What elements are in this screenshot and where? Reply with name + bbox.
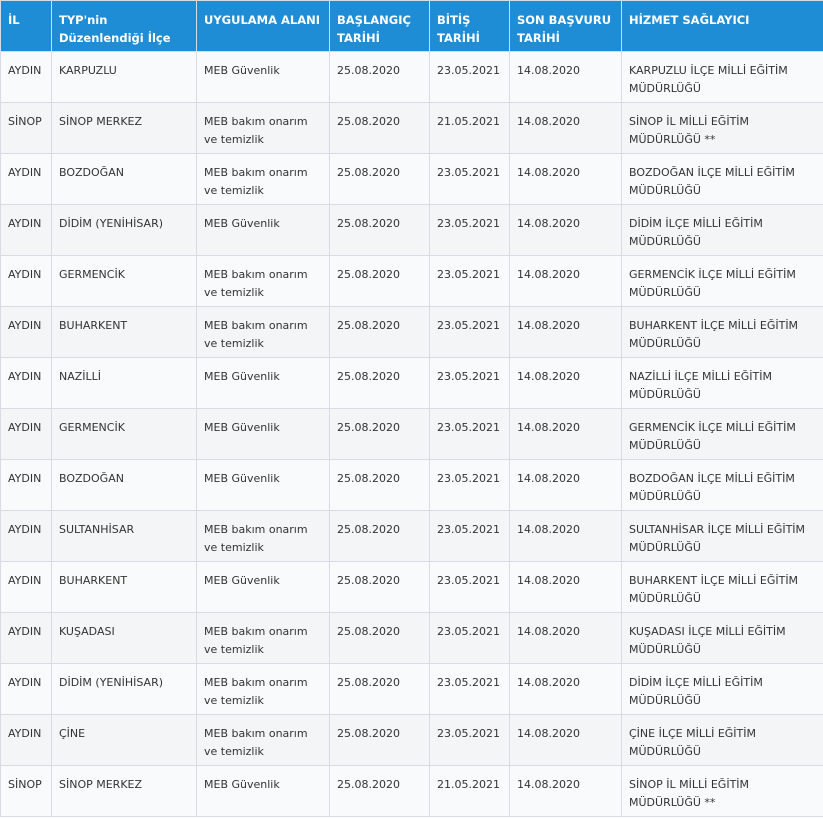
cell-ilce: KARPUZLU [52,52,197,103]
cell-ilce: GERMENCİK [52,409,197,460]
cell-son-basvuru-tarihi: 14.08.2020 [510,766,622,817]
table-row [1,256,823,307]
cell-hizmet-saglayici: ÇİNE İLÇE MİLLİ EĞİTİM MÜDÜRLÜĞÜ [622,715,823,766]
cell-hizmet-saglayici: GERMENCİK İLÇE MİLLİ EĞİTİM MÜDÜRLÜĞÜ [622,256,823,307]
table-body [1,52,823,817]
cell-baslangic-tarihi: 25.08.2020 [330,205,430,256]
cell-hizmet-saglayici: BUHARKENT İLÇE MİLLİ EĞİTİM MÜDÜRLÜĞÜ [622,307,823,358]
cell-uygulama-alani: MEB Güvenlik [197,358,330,409]
cell-baslangic-tarihi: 25.08.2020 [330,715,430,766]
cell-il: AYDIN [1,205,52,256]
cell-son-basvuru-tarihi: 14.08.2020 [510,358,622,409]
cell-bitis-tarihi: 21.05.2021 [430,766,510,817]
cell-bitis-tarihi: 23.05.2021 [430,562,510,613]
cell-son-basvuru-tarihi: 14.08.2020 [510,409,622,460]
cell-ilce: BUHARKENT [52,562,197,613]
cell-uygulama-alani: MEB Güvenlik [197,766,330,817]
cell-baslangic-tarihi: 25.08.2020 [330,460,430,511]
cell-hizmet-saglayici: BOZDOĞAN İLÇE MİLLİ EĞİTİM MÜDÜRLÜĞÜ [622,460,823,511]
table-row [1,562,823,613]
cell-ilce: SULTANHİSAR [52,511,197,562]
cell-baslangic-tarihi: 25.08.2020 [330,154,430,205]
cell-uygulama-alani: MEB bakım onarım ve temizlik [197,154,330,205]
cell-ilce: BUHARKENT [52,307,197,358]
cell-hizmet-saglayici: GERMENCİK İLÇE MİLLİ EĞİTİM MÜDÜRLÜĞÜ [622,409,823,460]
cell-hizmet-saglayici: DİDİM İLÇE MİLLİ EĞİTİM MÜDÜRLÜĞÜ [622,205,823,256]
table-row [1,511,823,562]
cell-son-basvuru-tarihi: 14.08.2020 [510,256,622,307]
header-uygulama-alani: UYGULAMA ALANI [197,1,330,52]
table-row [1,205,823,256]
table-row [1,766,823,817]
cell-uygulama-alani: MEB bakım onarım ve temizlik [197,307,330,358]
cell-uygulama-alani: MEB Güvenlik [197,460,330,511]
cell-il: AYDIN [1,256,52,307]
table-row [1,613,823,664]
table-row [1,460,823,511]
cell-bitis-tarihi: 23.05.2021 [430,511,510,562]
cell-il: AYDIN [1,154,52,205]
cell-ilce: SİNOP MERKEZ [52,766,197,817]
cell-son-basvuru-tarihi: 14.08.2020 [510,715,622,766]
cell-baslangic-tarihi: 25.08.2020 [330,358,430,409]
cell-ilce: GERMENCİK [52,256,197,307]
cell-bitis-tarihi: 23.05.2021 [430,460,510,511]
cell-hizmet-saglayici: NAZİLLİ İLÇE MİLLİ EĞİTİM MÜDÜRLÜĞÜ [622,358,823,409]
cell-il: AYDIN [1,307,52,358]
header-il: İL [1,1,52,52]
cell-son-basvuru-tarihi: 14.08.2020 [510,460,622,511]
cell-il: AYDIN [1,52,52,103]
cell-uygulama-alani: MEB Güvenlik [197,52,330,103]
cell-uygulama-alani: MEB Güvenlik [197,409,330,460]
cell-baslangic-tarihi: 25.08.2020 [330,307,430,358]
cell-il: AYDIN [1,511,52,562]
cell-hizmet-saglayici: BUHARKENT İLÇE MİLLİ EĞİTİM MÜDÜRLÜĞÜ [622,562,823,613]
cell-uygulama-alani: MEB Güvenlik [197,562,330,613]
cell-hizmet-saglayici: KARPUZLU İLÇE MİLLİ EĞİTİM MÜDÜRLÜĞÜ [622,52,823,103]
cell-bitis-tarihi: 23.05.2021 [430,307,510,358]
cell-hizmet-saglayici: SİNOP İL MİLLİ EĞİTİM MÜDÜRLÜĞÜ ** [622,103,823,154]
table-row [1,307,823,358]
table-row [1,52,823,103]
header-baslangic-tarihi: BAŞLANGIÇ TARİHİ [330,1,430,52]
cell-bitis-tarihi: 23.05.2021 [430,154,510,205]
cell-il: AYDIN [1,664,52,715]
cell-bitis-tarihi: 23.05.2021 [430,358,510,409]
cell-baslangic-tarihi: 25.08.2020 [330,103,430,154]
table-header [1,1,823,52]
header-ilce: TYP'nin Düzenlendiği İlçe [52,1,197,52]
cell-bitis-tarihi: 23.05.2021 [430,409,510,460]
table-row [1,409,823,460]
cell-il: AYDIN [1,460,52,511]
table-row [1,103,823,154]
cell-uygulama-alani: MEB bakım onarım ve temizlik [197,715,330,766]
cell-son-basvuru-tarihi: 14.08.2020 [510,307,622,358]
cell-ilce: KUŞADASI [52,613,197,664]
cell-uygulama-alani: MEB bakım onarım ve temizlik [197,511,330,562]
cell-hizmet-saglayici: KUŞADASI İLÇE MİLLİ EĞİTİM MÜDÜRLÜĞÜ [622,613,823,664]
cell-ilce: SİNOP MERKEZ [52,103,197,154]
cell-uygulama-alani: MEB bakım onarım ve temizlik [197,613,330,664]
cell-baslangic-tarihi: 25.08.2020 [330,562,430,613]
table-row [1,154,823,205]
cell-il: AYDIN [1,613,52,664]
cell-ilce: BOZDOĞAN [52,154,197,205]
cell-ilce: BOZDOĞAN [52,460,197,511]
cell-bitis-tarihi: 21.05.2021 [430,103,510,154]
cell-ilce: ÇİNE [52,715,197,766]
table-row [1,664,823,715]
cell-uygulama-alani: MEB bakım onarım ve temizlik [197,103,330,154]
cell-il: AYDIN [1,562,52,613]
table-row [1,715,823,766]
cell-baslangic-tarihi: 25.08.2020 [330,664,430,715]
cell-il: AYDIN [1,409,52,460]
cell-bitis-tarihi: 23.05.2021 [430,205,510,256]
cell-bitis-tarihi: 23.05.2021 [430,664,510,715]
cell-baslangic-tarihi: 25.08.2020 [330,766,430,817]
cell-il: SİNOP [1,103,52,154]
cell-uygulama-alani: MEB Güvenlik [197,205,330,256]
cell-ilce: DİDİM (YENİHİSAR) [52,205,197,256]
cell-il: AYDIN [1,358,52,409]
cell-baslangic-tarihi: 25.08.2020 [330,613,430,664]
header-son-basvuru-tarihi: SON BAŞVURU TARİHİ [510,1,622,52]
cell-bitis-tarihi: 23.05.2021 [430,613,510,664]
header-bitis-tarihi: BİTİŞ TARİHİ [430,1,510,52]
cell-uygulama-alani: MEB bakım onarım ve temizlik [197,256,330,307]
cell-son-basvuru-tarihi: 14.08.2020 [510,103,622,154]
cell-bitis-tarihi: 23.05.2021 [430,52,510,103]
cell-hizmet-saglayici: BOZDOĞAN İLÇE MİLLİ EĞİTİM MÜDÜRLÜĞÜ [622,154,823,205]
cell-son-basvuru-tarihi: 14.08.2020 [510,205,622,256]
cell-baslangic-tarihi: 25.08.2020 [330,409,430,460]
cell-son-basvuru-tarihi: 14.08.2020 [510,52,622,103]
cell-ilce: DİDİM (YENİHİSAR) [52,664,197,715]
cell-son-basvuru-tarihi: 14.08.2020 [510,664,622,715]
cell-son-basvuru-tarihi: 14.08.2020 [510,562,622,613]
cell-hizmet-saglayici: SİNOP İL MİLLİ EĞİTİM MÜDÜRLÜĞÜ ** [622,766,823,817]
cell-son-basvuru-tarihi: 14.08.2020 [510,511,622,562]
header-hizmet-saglayici: HİZMET SAĞLAYICI [622,1,823,52]
cell-son-basvuru-tarihi: 14.08.2020 [510,154,622,205]
header-row [1,1,823,52]
cell-bitis-tarihi: 23.05.2021 [430,715,510,766]
cell-baslangic-tarihi: 25.08.2020 [330,256,430,307]
cell-baslangic-tarihi: 25.08.2020 [330,511,430,562]
cell-il: SİNOP [1,766,52,817]
cell-hizmet-saglayici: DİDİM İLÇE MİLLİ EĞİTİM MÜDÜRLÜĞÜ [622,664,823,715]
cell-bitis-tarihi: 23.05.2021 [430,256,510,307]
cell-son-basvuru-tarihi: 14.08.2020 [510,613,622,664]
cell-uygulama-alani: MEB bakım onarım ve temizlik [197,664,330,715]
table-row [1,358,823,409]
cell-ilce: NAZİLLİ [52,358,197,409]
cell-il: AYDIN [1,715,52,766]
cell-baslangic-tarihi: 25.08.2020 [330,52,430,103]
cell-hizmet-saglayici: SULTANHİSAR İLÇE MİLLİ EĞİTİM MÜDÜRLÜĞÜ [622,511,823,562]
